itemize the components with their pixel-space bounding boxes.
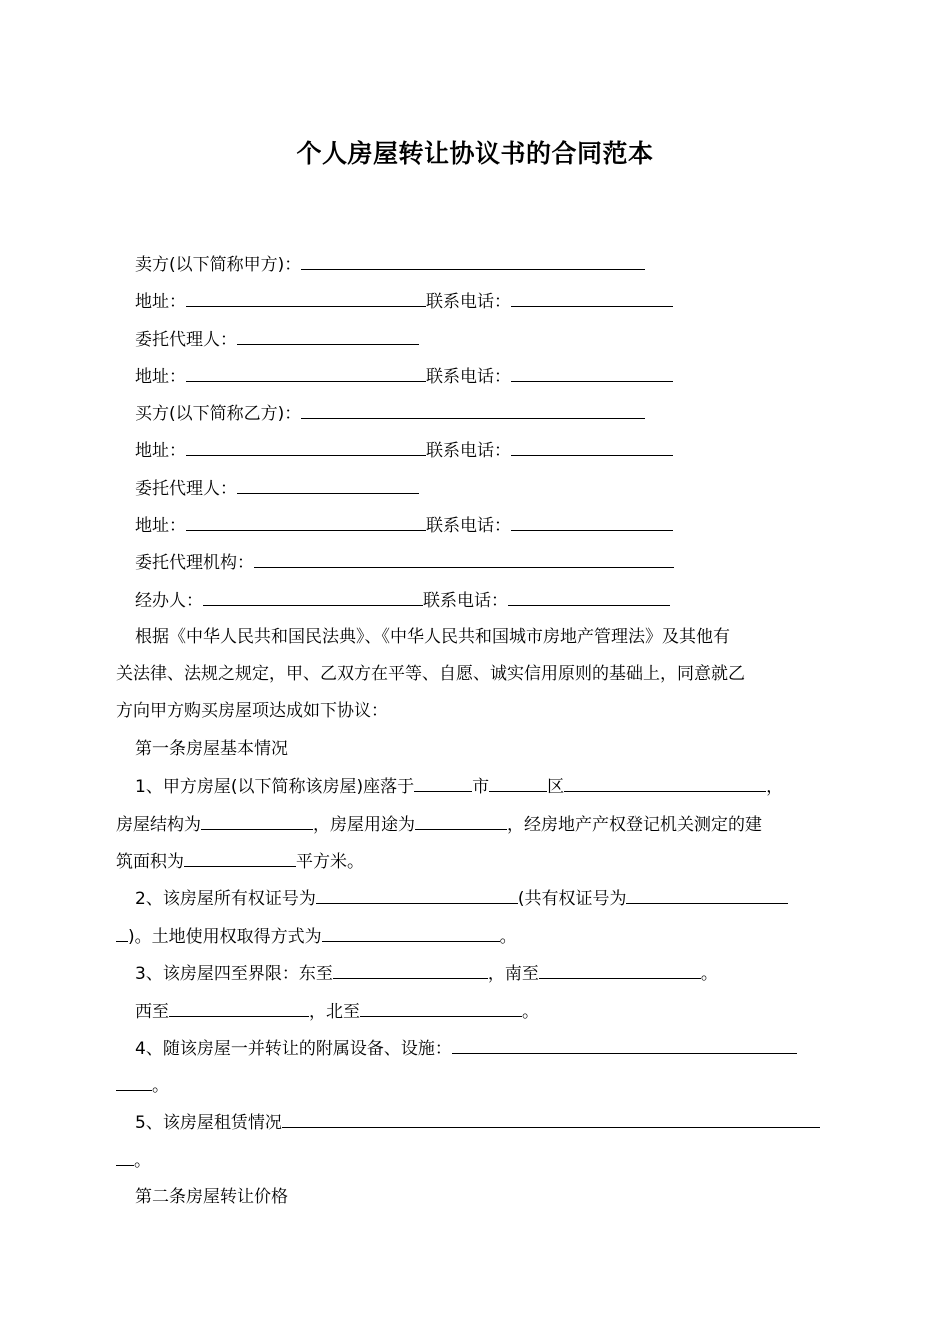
clause-text: )。土地使用权取得方式为 bbox=[128, 927, 322, 947]
phone-label: 联系电话： bbox=[426, 367, 511, 387]
clause-text: ，北至 bbox=[309, 1002, 360, 1022]
clause-text: 西至 bbox=[135, 1002, 169, 1022]
lease-status-blank-cont[interactable] bbox=[116, 1148, 134, 1166]
intro-line-2: 关法律、法规之规定，甲、乙双方在平等、自愿、诚实信用原则的基础上，同意就乙 bbox=[116, 664, 745, 684]
address-blank[interactable] bbox=[186, 364, 426, 382]
intro-line-1: 根据《中华人民共和国民法典》、《中华人民共和国城市房地产管理法》及其他有 bbox=[135, 627, 730, 647]
agent-blank[interactable] bbox=[237, 327, 419, 345]
clause-text: 。 bbox=[134, 1151, 151, 1171]
handler-line bbox=[135, 588, 670, 613]
clause-5-line-1 bbox=[135, 1110, 820, 1135]
clause-2-line-2 bbox=[116, 924, 517, 949]
clause-text: ，南至 bbox=[487, 964, 539, 984]
seller-line bbox=[135, 252, 645, 277]
agency-label: 委托代理机构： bbox=[135, 553, 254, 573]
buyer-label: 买方(以下简称乙方)： bbox=[135, 404, 302, 424]
address-label: 地址： bbox=[135, 367, 186, 387]
city-blank[interactable] bbox=[414, 774, 472, 792]
buyer-agent-line bbox=[135, 476, 419, 501]
phone-blank[interactable] bbox=[511, 438, 673, 456]
district-blank[interactable] bbox=[489, 774, 547, 792]
phone-label: 联系电话： bbox=[426, 516, 511, 536]
seller-label: 卖方(以下简称甲方)： bbox=[135, 255, 302, 275]
west-blank[interactable] bbox=[169, 999, 309, 1017]
phone-label: 联系电话： bbox=[426, 292, 511, 312]
lease-status-blank[interactable] bbox=[282, 1110, 820, 1128]
clause-text: 。 bbox=[700, 964, 718, 984]
article-2-heading: 第二条房屋转让价格 bbox=[135, 1187, 288, 1207]
location-blank[interactable] bbox=[564, 774, 766, 792]
clause-text: ， bbox=[766, 777, 784, 797]
clause-text: 3、该房屋四至界限：东至 bbox=[135, 964, 333, 984]
clause-text: 1、甲方房屋(以下简称该房屋)座落于 bbox=[135, 777, 415, 797]
phone-blank[interactable] bbox=[511, 513, 673, 531]
address-blank[interactable] bbox=[186, 438, 426, 456]
phone-label: 联系电话： bbox=[423, 591, 508, 611]
clause-1-line-2 bbox=[116, 812, 762, 837]
agency-line bbox=[135, 550, 674, 575]
address-label: 地址： bbox=[135, 516, 186, 536]
clause-4-line-1 bbox=[135, 1036, 797, 1061]
clause-text: 房屋结构为 bbox=[116, 815, 201, 835]
clause-text: (共有权证号为 bbox=[517, 889, 627, 909]
clause-text: 。 bbox=[152, 1076, 169, 1096]
agent-blank[interactable] bbox=[237, 476, 419, 494]
co-ownership-cert-blank[interactable] bbox=[626, 886, 788, 904]
handler-blank[interactable] bbox=[203, 588, 423, 606]
clause-text: 。 bbox=[522, 1002, 539, 1022]
clause-5-line-2 bbox=[116, 1148, 151, 1173]
structure-blank[interactable] bbox=[201, 812, 313, 830]
clause-4-line-2 bbox=[116, 1073, 169, 1098]
co-ownership-cert-blank-cont[interactable] bbox=[116, 924, 128, 942]
north-blank[interactable] bbox=[360, 999, 522, 1017]
clause-text: 区 bbox=[547, 777, 565, 797]
address-blank[interactable] bbox=[186, 513, 426, 531]
south-blank[interactable] bbox=[539, 961, 701, 979]
clause-3-line-2 bbox=[135, 999, 539, 1024]
clause-1-line-1 bbox=[135, 774, 783, 799]
area-blank[interactable] bbox=[184, 849, 296, 867]
seller-address-line bbox=[135, 289, 673, 314]
article-1-heading: 第一条房屋基本情况 bbox=[135, 739, 288, 759]
phone-blank[interactable] bbox=[511, 364, 673, 382]
clause-text: 市 bbox=[472, 777, 490, 797]
buyer-agent-address-line bbox=[135, 513, 673, 538]
clause-2-line-1 bbox=[135, 886, 788, 911]
clause-text: 。 bbox=[499, 927, 517, 947]
clause-text: 2、该房屋所有权证号为 bbox=[135, 889, 316, 909]
attached-equipment-blank-cont[interactable] bbox=[116, 1073, 152, 1091]
buyer-blank[interactable] bbox=[301, 401, 645, 419]
buyer-line bbox=[135, 401, 645, 426]
address-label: 地址： bbox=[135, 441, 186, 461]
ownership-cert-blank[interactable] bbox=[316, 886, 518, 904]
agency-blank[interactable] bbox=[254, 550, 674, 568]
phone-blank[interactable] bbox=[508, 588, 670, 606]
agent-label: 委托代理人： bbox=[135, 479, 237, 499]
clause-3-line-1 bbox=[135, 961, 718, 986]
agent-label: 委托代理人： bbox=[135, 330, 237, 350]
clause-text: 平方米。 bbox=[296, 852, 364, 872]
seller-blank[interactable] bbox=[301, 252, 645, 270]
clause-text: ，房屋用途为 bbox=[313, 815, 415, 835]
handler-label: 经办人： bbox=[135, 591, 203, 611]
phone-blank[interactable] bbox=[511, 289, 673, 307]
document-title: 个人房屋转让协议书的合同范本 bbox=[296, 139, 654, 168]
land-use-blank[interactable] bbox=[322, 924, 500, 942]
address-blank[interactable] bbox=[186, 289, 426, 307]
usage-blank[interactable] bbox=[415, 812, 507, 830]
buyer-address-line bbox=[135, 438, 673, 463]
clause-text: ，经房地产产权登记机关测定的建 bbox=[507, 815, 762, 835]
intro-line-3: 方向甲方购买房屋项达成如下协议： bbox=[116, 701, 388, 721]
address-label: 地址： bbox=[135, 292, 186, 312]
seller-agent-address-line bbox=[135, 364, 673, 389]
clause-text: 5、该房屋租赁情况 bbox=[135, 1113, 282, 1133]
attached-equipment-blank[interactable] bbox=[452, 1036, 797, 1054]
clause-text: 4、随该房屋一并转让的附属设备、设施： bbox=[135, 1039, 452, 1059]
seller-agent-line bbox=[135, 327, 419, 352]
east-blank[interactable] bbox=[333, 961, 488, 979]
clause-text: 筑面积为 bbox=[116, 852, 184, 872]
phone-label: 联系电话： bbox=[426, 441, 511, 461]
clause-1-line-3 bbox=[116, 849, 364, 874]
